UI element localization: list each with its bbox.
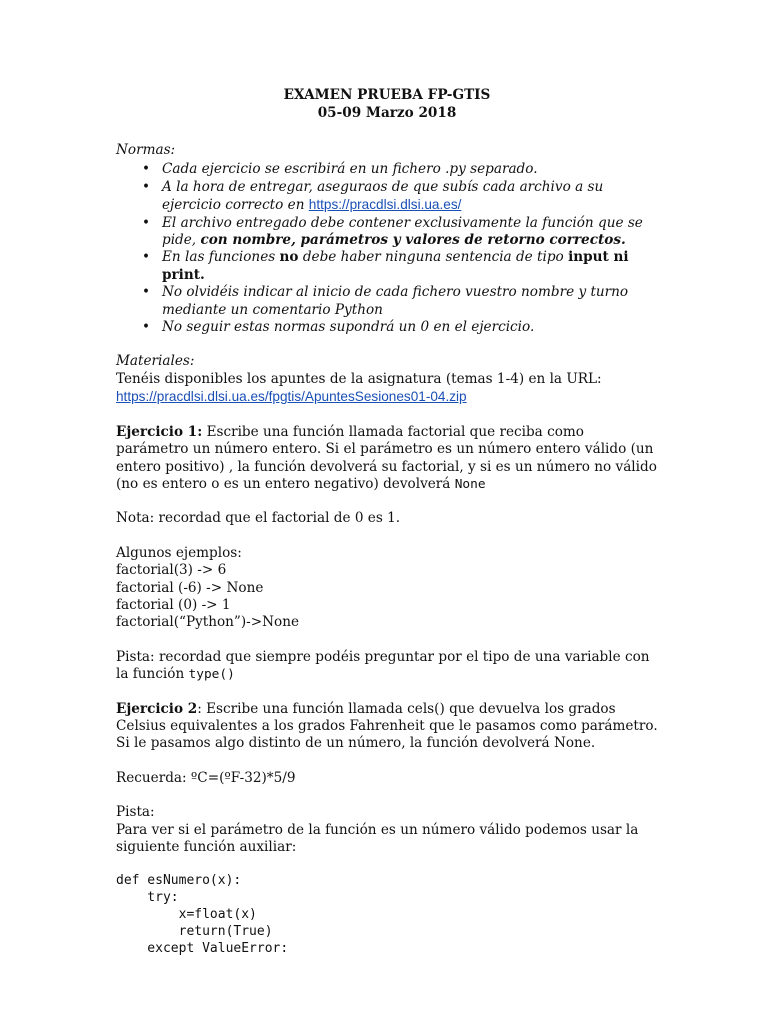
exam-date: 05-09 Marzo 2018 <box>317 105 457 121</box>
rule-item <box>116 319 658 336</box>
ejercicio2-statement <box>116 701 658 753</box>
ejercicio1-text: Escribe una función llamada factorial que reciba como parámetro un número entero. Si el parámetro es un número entero válido (un entero positivo) , la función devolverá su factorial, y si es un número no válido (no es entero o es un entero negativo) devolverá <box>116 423 657 492</box>
pracdlsi-link[interactable]: https://pracdlsi.dlsi.ua.es/ <box>308 197 462 213</box>
example-line: factorial (-6) -> None <box>116 579 264 596</box>
code-line: try: <box>116 890 179 906</box>
ejercicio1-statement <box>116 424 658 494</box>
rule-text: A la hora de entregar, aseguraos de que subís cada archivo a su ejercicio correcto en <box>162 178 604 214</box>
ejercicio2-text: : Escribe una función llamada cels() que devuelva los grados Celsius equivalentes a los grados Fahrenheit que le pasamos como parámetro. Si le pasamos algo distinto de un número, la función devolverá None. <box>116 700 658 752</box>
ejercicio2-heading: Ejercicio 2 <box>116 700 198 717</box>
rule-text: En las funciones <box>162 249 280 266</box>
rule-item <box>116 179 658 215</box>
example-line: factorial (0) -> 1 <box>116 596 231 613</box>
rule-text: No olvidéis indicar al inicio de cada fichero vuestro nombre y turno mediante un comentario Python <box>162 284 629 318</box>
code-block <box>116 873 658 957</box>
recuerda-formula: Recuerda: ºC=(ºF-32)*5/9 <box>116 769 296 786</box>
rule-text: debe haber ninguna sentencia de tipo <box>298 249 569 266</box>
apuntes-link[interactable]: https://pracdlsi.dlsi.ua.es/fpgtis/ApuntesSesiones01-04.zip <box>116 389 467 405</box>
code-line: def esNumero(x): <box>116 873 242 889</box>
materiales-label: Materiales: <box>116 353 195 370</box>
rule-text: No seguir estas normas supondrá un 0 en el ejercicio. <box>162 319 535 336</box>
rule-text: Cada ejercicio se escribirá en un fichero .py separado. <box>162 161 538 178</box>
example-line: factorial(3) -> 6 <box>116 562 227 579</box>
rule-emphasis: con nombre, parámetros y valores de retorno correctos. <box>200 232 626 249</box>
ejercicio1-nota: Nota: recordad que el factorial de 0 es 1. <box>116 510 401 527</box>
rule-item <box>116 215 658 250</box>
rule-emphasis: no <box>279 249 299 266</box>
code-line: x=float(x) <box>116 907 257 922</box>
none-code: None <box>454 476 486 492</box>
example-line: factorial(“Python”)->None <box>116 614 300 631</box>
pista-text: Pista: recordad que siempre podéis preguntar por el tipo de una variable con la función <box>116 648 650 683</box>
code-line: except ValueError: <box>116 940 289 956</box>
pista-label: Pista: <box>116 804 155 821</box>
code-line: return(True) <box>116 923 273 939</box>
rule-item <box>116 284 658 319</box>
type-code: type() <box>188 667 235 683</box>
rule-item <box>116 249 658 284</box>
exam-title: EXAMEN PRUEBA FP-GTIS <box>283 87 491 103</box>
ejercicio1-pista <box>116 649 658 684</box>
rules-list <box>116 161 658 336</box>
pista-text: Para ver si el parámetro de la función es un número válido podemos usar la siguiente función auxiliar: <box>116 821 639 855</box>
materiales-text: Tenéis disponibles los apuntes de la asignatura (temas 1-4) en la URL: <box>116 370 602 387</box>
rule-item <box>116 161 658 178</box>
rule-emphasis: input ni print. <box>162 249 629 283</box>
normas-label: Normas: <box>116 142 176 158</box>
ejercicio1-heading: Ejercicio 1: <box>116 423 203 440</box>
rule-text: El archivo entregado debe contener exclusivamente la función que se pide, <box>162 214 643 249</box>
ejemplos-label: Algunos ejemplos: <box>116 544 242 561</box>
